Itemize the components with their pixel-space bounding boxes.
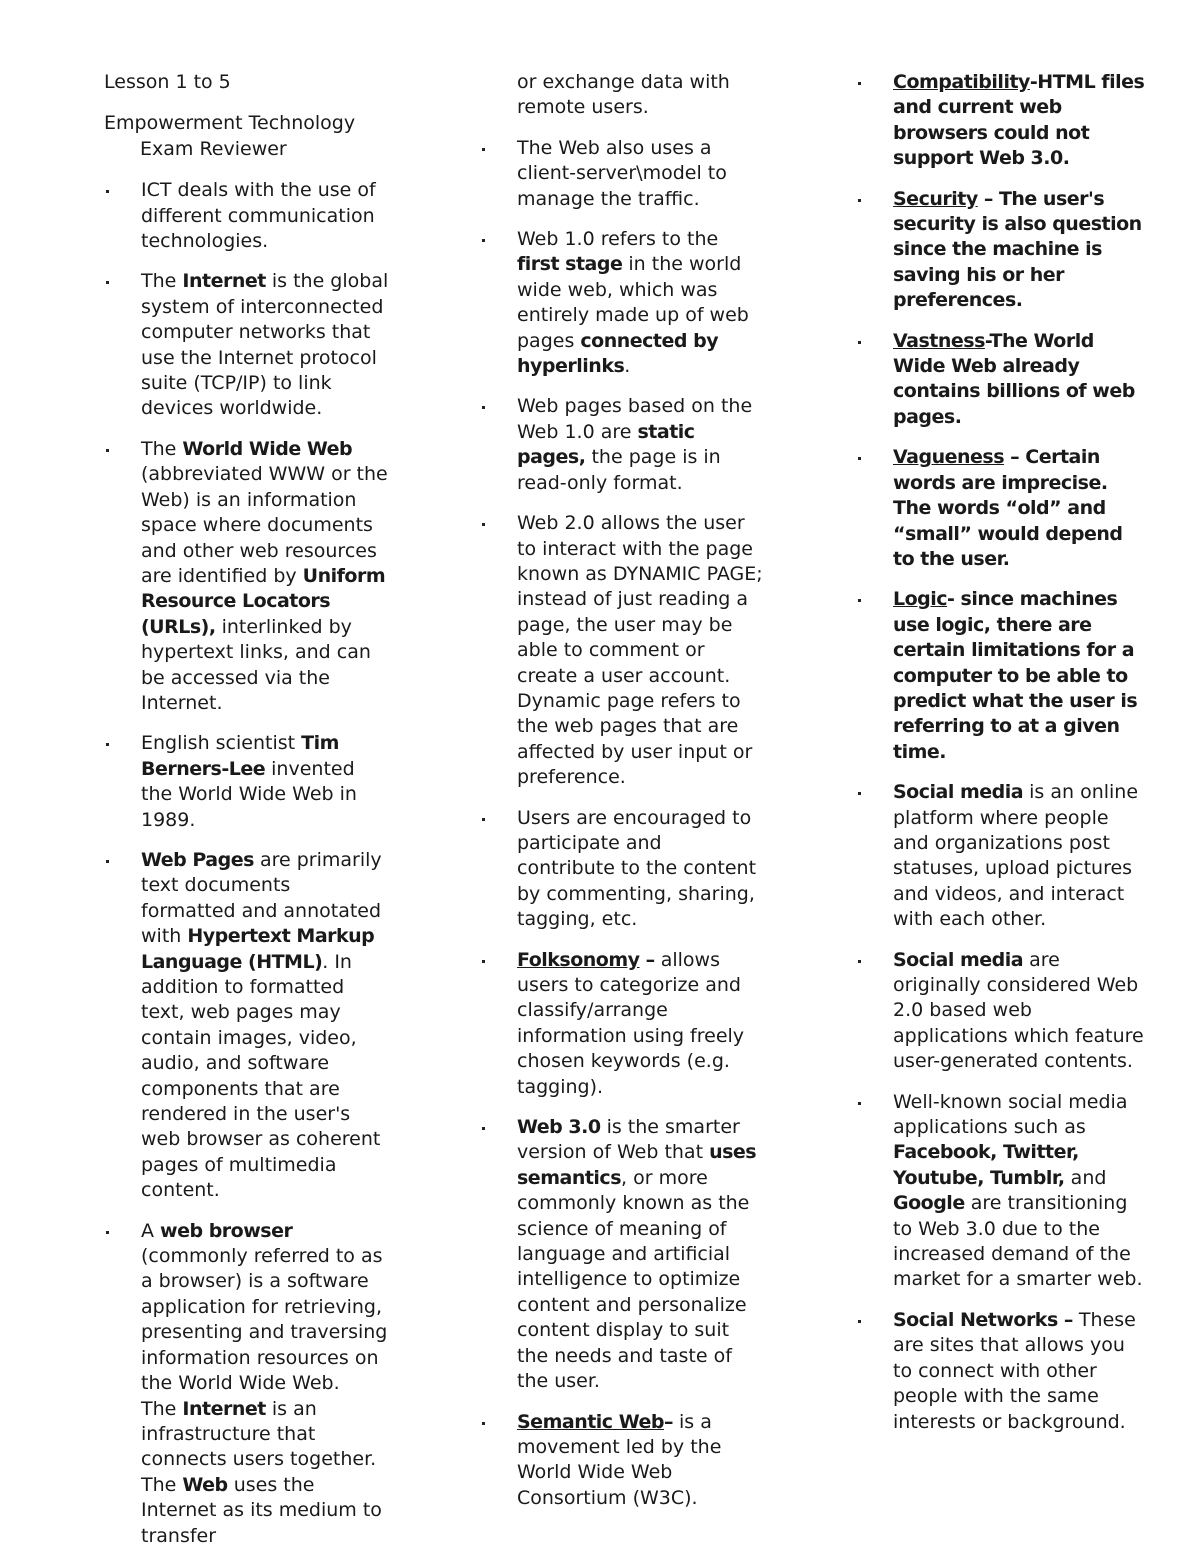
list-item: Folksonomy – allows users to categorize and classify/arrange information using freely chosen keywords (e.g. tagging). — [480, 948, 765, 1100]
list-item: Social media are originally considered Web 2.0 based web applications which feature user-generated contents. — [856, 948, 1146, 1075]
bullet-list-1 — [104, 178, 389, 1549]
title-line-2: Exam Reviewer — [140, 137, 287, 160]
list-item: Logic- since machines use logic, there are certain limitations for a computer to be able to predict what the user is referring to at a given time. — [856, 587, 1146, 765]
list-item: Web 3.0 is the smarter version of Web that uses semantics, or more commonly known as the science of meaning of language and artificial intelligence to optimize content and personalize content display to suit the needs and taste of the user. — [480, 1115, 765, 1394]
list-item: The Internet is the global system of interconnected computer networks that use the Internet protocol suite (TCP/IP) to link devices worldwide. — [104, 269, 389, 421]
list-item: English scientist Tim Berners-Lee invented the World Wide Web in 1989. — [104, 731, 389, 833]
list-item: Security – The user's security is also question since the machine is saving his or her preferences. — [856, 187, 1146, 314]
lesson-label: Lesson 1 to 5 — [104, 71, 231, 93]
list-item: Semantic Web– is a movement led by the World Wide Web Consortium (W3C). — [480, 1410, 765, 1512]
column-2 — [480, 70, 765, 1526]
list-item: Social Networks – These are sites that allows you to connect with other people with the same interests or background. — [856, 1308, 1146, 1435]
list-item: Vagueness – Certain words are imprecise. The words “old” and “small” would depend to the user. — [856, 445, 1146, 572]
bullet-list-3 — [856, 70, 1146, 1435]
list-item: Web 1.0 refers to the first stage in the world wide web, which was entirely made up of web pages connected by hyperlinks. — [480, 227, 765, 379]
list-item: Users are encouraged to participate and contribute to the content by commenting, sharing, tagging, etc. — [480, 806, 765, 933]
list-item: Well-known social media applications such as Facebook, Twitter, Youtube, Tumblr, and Google are transitioning to Web 3.0 due to the increased demand of the market for a smarter web. — [856, 1090, 1146, 1293]
list-item: ICT deals with the use of different communication technologies. — [104, 178, 389, 254]
list-item: The World Wide Web (abbreviated WWW or the Web) is an information space where documents and other web resources are identified by Uniform Resource Locators (URLs), interlinked by hypertext links, and can be accessed via the Internet. — [104, 437, 389, 716]
list-item: Web 2.0 allows the user to interact with the page known as DYNAMIC PAGE; instead of just reading a page, the user may be able to comment or create a user account. Dynamic page refers to the web pages that are affected by user input or preference. — [480, 511, 765, 790]
list-item: Web pages based on the Web 1.0 are static pages, the page is in read-only format. — [480, 394, 765, 496]
column-1 — [104, 70, 389, 1564]
document-title — [104, 111, 389, 162]
list-item: Web Pages are primarily text documents formatted and annotated with Hypertext Markup Language (HTML). In addition to formatted text, web pages may contain images, video, audio, and software components that are rendered in the user's web browser as coherent pages of multimedia content. — [104, 848, 389, 1204]
column-3 — [856, 70, 1146, 1450]
list-item: Compatibility-HTML files and current web browsers could not support Web 3.0. — [856, 70, 1146, 172]
list-item: A web browser (commonly referred to as a browser) is a software application for retrieving, presenting and traversing information resources on the World Wide Web. The Internet is an infrastructure that connects users together. The Web uses the Internet as its medium to transfer — [104, 1219, 389, 1549]
list-item: Social media is an online platform where people and organizations post statuses, upload pictures and videos, and interact with each other. — [856, 780, 1146, 932]
list-item: Vastness-The World Wide Web already contains billions of web pages. — [856, 329, 1146, 431]
list-item: The Web also uses a client-server\model to manage the traffic. — [480, 136, 765, 212]
bullet-list-2 — [480, 136, 765, 1511]
title-line-1: Empowerment Technology — [104, 112, 356, 135]
continued-text: or exchange data with remote users. — [517, 71, 730, 119]
